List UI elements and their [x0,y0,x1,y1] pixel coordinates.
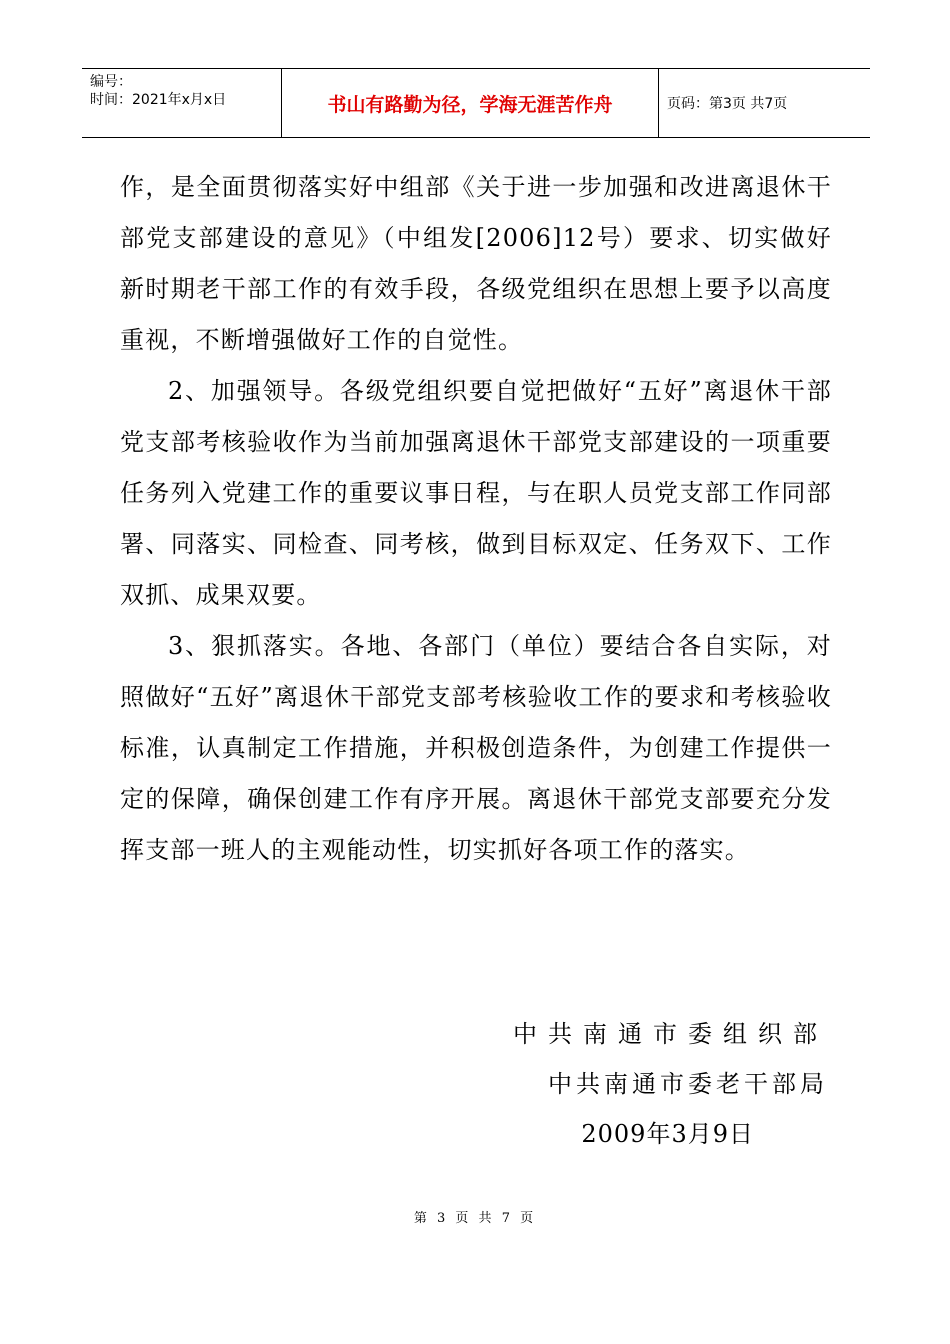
header-time-label: 时间：2021年x月x日 [90,92,227,108]
header-meta-cell [82,69,282,137]
signature-org-2: 中共南通市委老干部局 [548,1070,828,1098]
paragraph-continued: 作，是全面贯彻落实好中组部《关于进一步加强和改进离退休干部党支部建设的意见》（中组发[2006]12号）要求、切实做好新时期老干部工作的有效手段，各级党组织在思想上要予以高度重视，不断增强做好工作的自觉性。 [120,173,832,354]
header-page-label: 页码：第3页 共7页 [667,96,788,112]
paragraph-leadership: 2、加强领导。各级党组织要自觉把做好“五好”离退休干部党支部考核验收作为当前加强离退休干部党支部建设的一项重要任务列入党建工作的重要议事日程，与在职人员党支部工作同部署、同落实、同检查、同考核，做到目标双定、任务双下、工作双抓、成果双要。 [120,377,832,609]
signature-date: 2009年3月9日 [581,1120,754,1148]
header-motto: 书山有路勤为径，学海无涯苦作舟 [282,69,659,137]
signature-org-1: 中共南通市委组织部 [513,1020,828,1048]
paragraph-implementation: 3、狠抓落实。各地、各部门（单位）要结合各自实际，对照做好“五好”离退休干部党支部考核验收工作的要求和考核验收标准，认真制定工作措施，并积极创造条件，为创建工作提供一定的保障，确保创建工作有序开展。离退休干部党支部要充分发挥支部一班人的主观能动性，切实抓好各项工作的落实。 [120,632,832,864]
header-number-label: 编号： [90,74,132,90]
page-footer: 第 3 页 共 7 页 [413,1211,537,1226]
document-body [120,162,832,876]
document-header [82,68,870,138]
